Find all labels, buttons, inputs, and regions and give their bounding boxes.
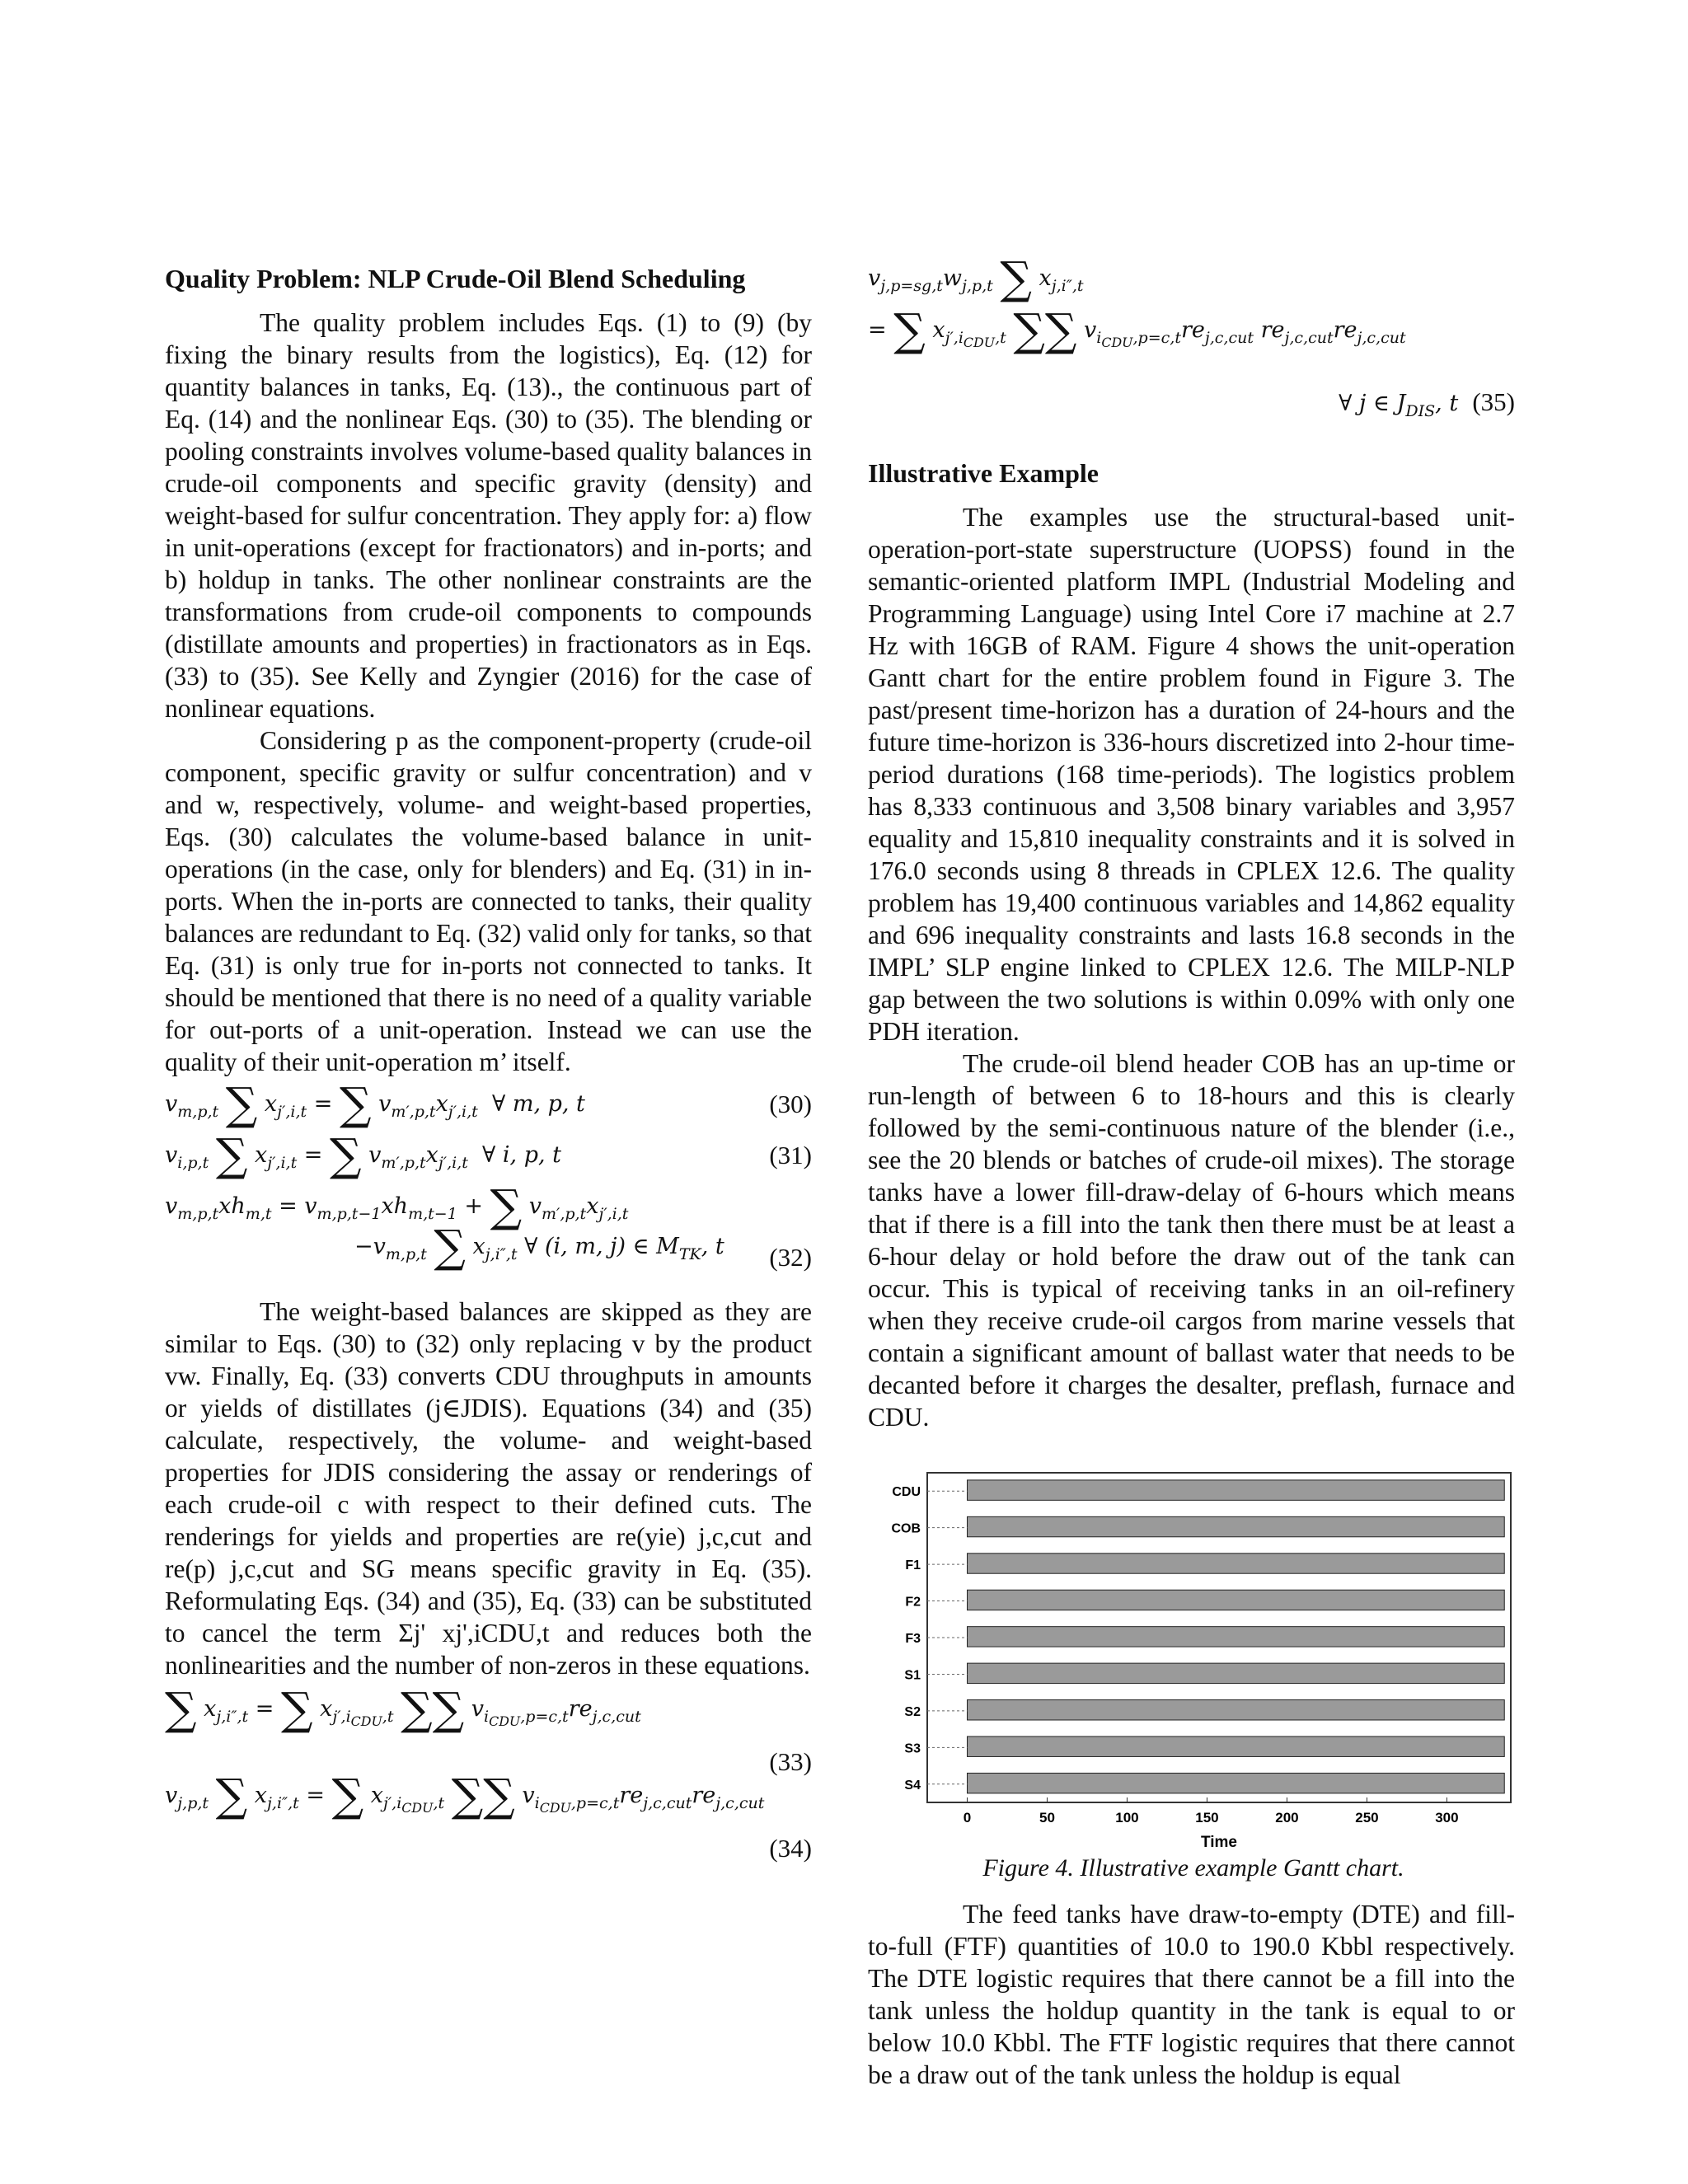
- paragraph-quality-3: The weight-based balances are skipped as they are similar to Eqs. (30) to (32) only replacing v by the product vw. Finally, Eq. (33) converts CDU throughputs in amounts or yields of distillates (j∈JDIS). Equations (34) and (35) calculate, respectively, the volume- and weight-based properties for JDIS considering the assay or renderings of each crude-oil c with respect to their defined cuts. The renderings for yields and properties are re(yie) j,c,cut and re(p) j,c,cut and SG means specific gravity in Eq. (35). Reformulating Eqs. (34) and (35), Eq. (33) can be substituted to cancel the term Σj' xj',iCDU,t and reduces both the nonlinearities and the number of non-zeros in these equations.: [165, 1297, 812, 1680]
- row-label-cdu: CDU: [892, 1485, 921, 1500]
- equation-number-33: (33): [769, 1747, 812, 1776]
- paragraph-example-1: The examples use the structural-based unit-operation-port-state superstructure (UOPSS) found in the semantic-oriented platform IMPL (Industrial Modeling and Programming Language) using Intel Core i7 machine at 2.7 Hz with 16GB of RAM. Figure 4 shows the unit-operation Gantt chart for the entire problem found in Figure 3. The past/present time-horizon has a duration of 24-hours and the future time-horizon is 336-hours discretized into 2-hour time-period durations (168 time-periods). The logistics problem has 8,333 continuous and 3,508 binary variables and 3,957 equality and 15,810 inequality constraints and it is solved in 176.0 seconds using 8 threads in CPLEX 12.6. The quality problem has 19,400 continuous variables and 14,862 equality and 696 inequality constraints and lasts 16.8 seconds in the IMPL’ SLP engine linked to CPLEX 12.6. The MILP-NLP gap between the two solutions is within 0.09% with only one PDH iteration.: [868, 503, 1515, 1046]
- row-label-f1: F1: [905, 1558, 921, 1573]
- paragraph-quality-1: The quality problem includes Eqs. (1) to (9) (by fixing the binary results from the logistics), Eq. (12) for quantity balances in tanks, Eq. (13)., the continuous part of Eq. (14) and the nonlinear Eqs. (30) to (35). The blending or pooling constraints involves volume-based quality balances in crude-oil components and specific gravity (density) and weight-based for sulfur concentration. They apply for: a) flow in unit-operations (except for fractionators) and in-ports; and b) holdup in tanks. The other nonlinear constraints are the transformations from crude-oil components to compounds (distillate amounts and properties) in fractionators as in Eqs. (33) to (35). See Kelly and Zyngier (2016) for the case of nonlinear equations.: [165, 308, 812, 723]
- equation-33: ∑ $x_{j,i'',t}$ = ∑ $x_{j',i_{CDU},t}$ ∑∑ $v_{i_{CDU},p=c,t}re_{j,c,cut}$ (33): [165, 1683, 812, 1776]
- row-band-s2: [967, 1700, 1504, 1720]
- x-tick-label: 100: [1115, 1810, 1139, 1825]
- row-band-cdu: [967, 1480, 1504, 1500]
- row-band-f1: [967, 1554, 1504, 1573]
- row-label-s3: S3: [904, 1741, 921, 1756]
- equation-number-32: (32): [769, 1243, 812, 1272]
- right-column: [868, 252, 1515, 1433]
- x-tick-label: 200: [1275, 1810, 1299, 1825]
- x-tick-label: 0: [963, 1810, 972, 1825]
- section-heading-quality: Quality Problem: NLP Crude-Oil Blend Scheduling: [165, 264, 746, 293]
- equation-35: $v_{j,p=sg,t}w_{j,p,t}$ ∑ $x_{j,i'',t}$ = ∑ $x_{j',i_{CDU},t}$ ∑∑ $v_{i_{CDU},p=c,t}re_{j,c,cut}$ $re_{j,c,cut}re_{j,c,cut}$ ∀ j ∈ $J_{DIS}$, t (35): [868, 252, 1515, 420]
- left-column: [165, 262, 812, 1866]
- section-heading-example: Illustrative Example: [868, 458, 1099, 488]
- right-column-bottom: [868, 1898, 1515, 2091]
- row-label-s4: S4: [904, 1778, 921, 1793]
- row-band-s4: [967, 1773, 1504, 1793]
- x-tick-label: 150: [1195, 1810, 1219, 1825]
- row-label-cob: COB: [891, 1521, 921, 1536]
- equation-number-35: (35): [1472, 387, 1515, 416]
- equation-31: $v_{i,p,t}$ ∑ $x_{j',i,t}$ = ∑ $v_{m',p,t}x_{j',i,t}$ ∀ i, p, t (31): [165, 1129, 812, 1181]
- row-band-f3: [967, 1627, 1504, 1647]
- row-label-f2: F2: [905, 1595, 921, 1610]
- equation-number-34: (34): [769, 1834, 812, 1863]
- x-axis-label: Time: [1200, 1834, 1238, 1850]
- gantt-chart: [868, 1463, 1519, 1850]
- equation-34: $v_{j,p,t}$ ∑ $x_{j,i'',t}$ = ∑ $x_{j',i_{CDU},t}$ ∑∑ $v_{i_{CDU},p=c,t}re_{j,c,cut}re_{j,c,cut}$ (34): [165, 1769, 812, 1863]
- x-tick-label: 50: [1039, 1810, 1055, 1825]
- equation-number-31: (31): [769, 1141, 812, 1169]
- paragraph-example-2: The crude-oil blend header COB has an up-time or run-length of between 6 to 18-hours and this is clearly followed by the semi-continuous nature of the blender (i.e., see the 20 blends or batches of crude-oil mixes). The storage tanks have a lower fill-draw-delay of 6-hours which means that if there is a fill into the tank then there must be at least a 6-hour delay or hold before the draw out of the tank can occur. This is typical of receiving tanks in an oil-refinery when they receive crude-oil cargos from marine vessels that contain a significant amount of ballast water that needs to be decanted before it charges the desalter, preflash, furnace and CDU.: [868, 1049, 1515, 1432]
- row-label-s2: S2: [904, 1704, 921, 1719]
- x-tick-label: 300: [1435, 1810, 1459, 1825]
- row-band-f2: [967, 1590, 1504, 1610]
- figure-caption: Figure 4. Illustrative example Gantt chart.: [982, 1854, 1404, 1882]
- equation-number-30: (30): [769, 1090, 812, 1118]
- paragraph-quality-2: Considering p as the component-property (crude-oil component, specific gravity or sulfur concentration) and v and w, respectively, volume- and weight-based properties, Eqs. (30) calculates the volume-based balance in unit-operations (in the case, only for blenders) and Eq. (31) in in-ports. When the in-ports are connected to tanks, their quality balances are redundant to Eq. (32) valid only for tanks, so that Eq. (31) is only true for in-ports not connected to tanks. It should be mentioned that there is no need of a quality variable for out-ports of a unit-operation. Instead we can use the quality of their unit-operation m’ itself.: [165, 726, 812, 1076]
- row-band-s3: [967, 1736, 1504, 1756]
- row-label-f3: F3: [905, 1632, 921, 1646]
- row-label-s1: S1: [904, 1668, 921, 1683]
- x-tick-label: 250: [1355, 1810, 1379, 1825]
- equation-32: $v_{m,p,t}xh_{m,t} = v_{m,p,t-1}xh_{m,t-1}$ + ∑ $v_{m',p,t}x_{j',i,t}$ $-v_{m,p,t}$ ∑ $x_{j,i'',t}$ ∀ (i, m, j) ∈ $M_{TK}$, t (32): [165, 1180, 812, 1272]
- equation-30: $v_{m,p,t}$ ∑ $x_{j',i,t}$ = ∑ $v_{m',p,t}x_{j',i,t}$ ∀ m, p, t (30): [165, 1078, 812, 1130]
- paragraph-example-3: The feed tanks have draw-to-empty (DTE) and fill-to-full (FTF) quantities of 10.0 to 190.0 Kbbl respectively. The DTE logistic requires that there cannot be a fill into the tank unless the holdup quantity in the tank is equal to or below 10.0 Kbbl. The FTF logistic requires that there cannot be a draw out of the tank unless the holdup is equal: [868, 1900, 1515, 2089]
- row-band-s1: [967, 1663, 1504, 1683]
- row-band-cob: [967, 1516, 1504, 1536]
